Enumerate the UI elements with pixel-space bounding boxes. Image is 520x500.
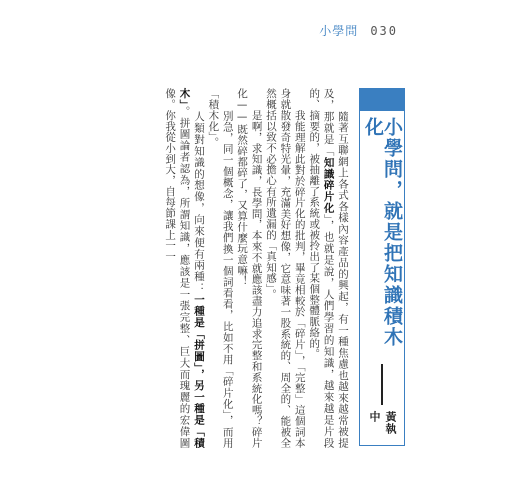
chapter-title-box [359, 88, 405, 446]
running-head [319, 22, 398, 39]
emphasis-text: 一種是「拼圖」，另一種是「積木」 [178, 88, 205, 448]
body-paragraph [206, 88, 235, 448]
paragraph-text: 。拼圖論者認為，所謂知識，應該是一張完整、巨大而瑰麗的宏偉圖像。你我從小到大，自每節課上一一 [164, 88, 191, 449]
title-top-band [360, 89, 404, 111]
chapter-title: 小學問，就是把知識積木化 [362, 117, 403, 349]
paragraph-text: 是啊，求知識，長學問，本來不就應該盡力追求完整和系統化嗎？碎片化——既然碎都碎了，又算什麼玩意嘛！ [236, 88, 263, 448]
paragraph-text: 」，也就是說，人們學習的知識，越來越是片段的、摘要的，被抽離了系統或被拎出了某個整體脈絡的。 [308, 88, 335, 448]
body-paragraph [264, 88, 307, 448]
emphasis-text: 知識碎片化 [322, 156, 335, 214]
body-paragraph [163, 88, 206, 448]
body-text [150, 88, 350, 448]
body-paragraph [235, 88, 264, 448]
paragraph-text: 隨著互聯網上各式各樣內容產品的興起，有一種焦慮也越來越常被提及，那就是「 [322, 88, 349, 448]
chapter-author: 黃執中 [368, 411, 397, 436]
running-head-section: 小學問 [319, 24, 359, 38]
paragraph-text: 別急，同一個概念，讓我們換一個詞看看，比如不用「碎片化」，而用「積木化」。 [207, 88, 234, 448]
author-dash-rule [381, 364, 383, 405]
page-number: 030 [370, 23, 398, 38]
body-paragraph [307, 88, 350, 448]
paragraph-text: 我能理解此對於碎片化的批判，畢竟相較於「碎片」，「完整」這個詞本身就散發奇特光暈，充滿美好想像，它意味著一股系統的、周全的、能被全然概括以致不必擔心有所遺漏的「真知感」。 [264, 88, 306, 448]
paragraph-text: 人類對知識的想像，向來便有兩種： [192, 88, 205, 294]
